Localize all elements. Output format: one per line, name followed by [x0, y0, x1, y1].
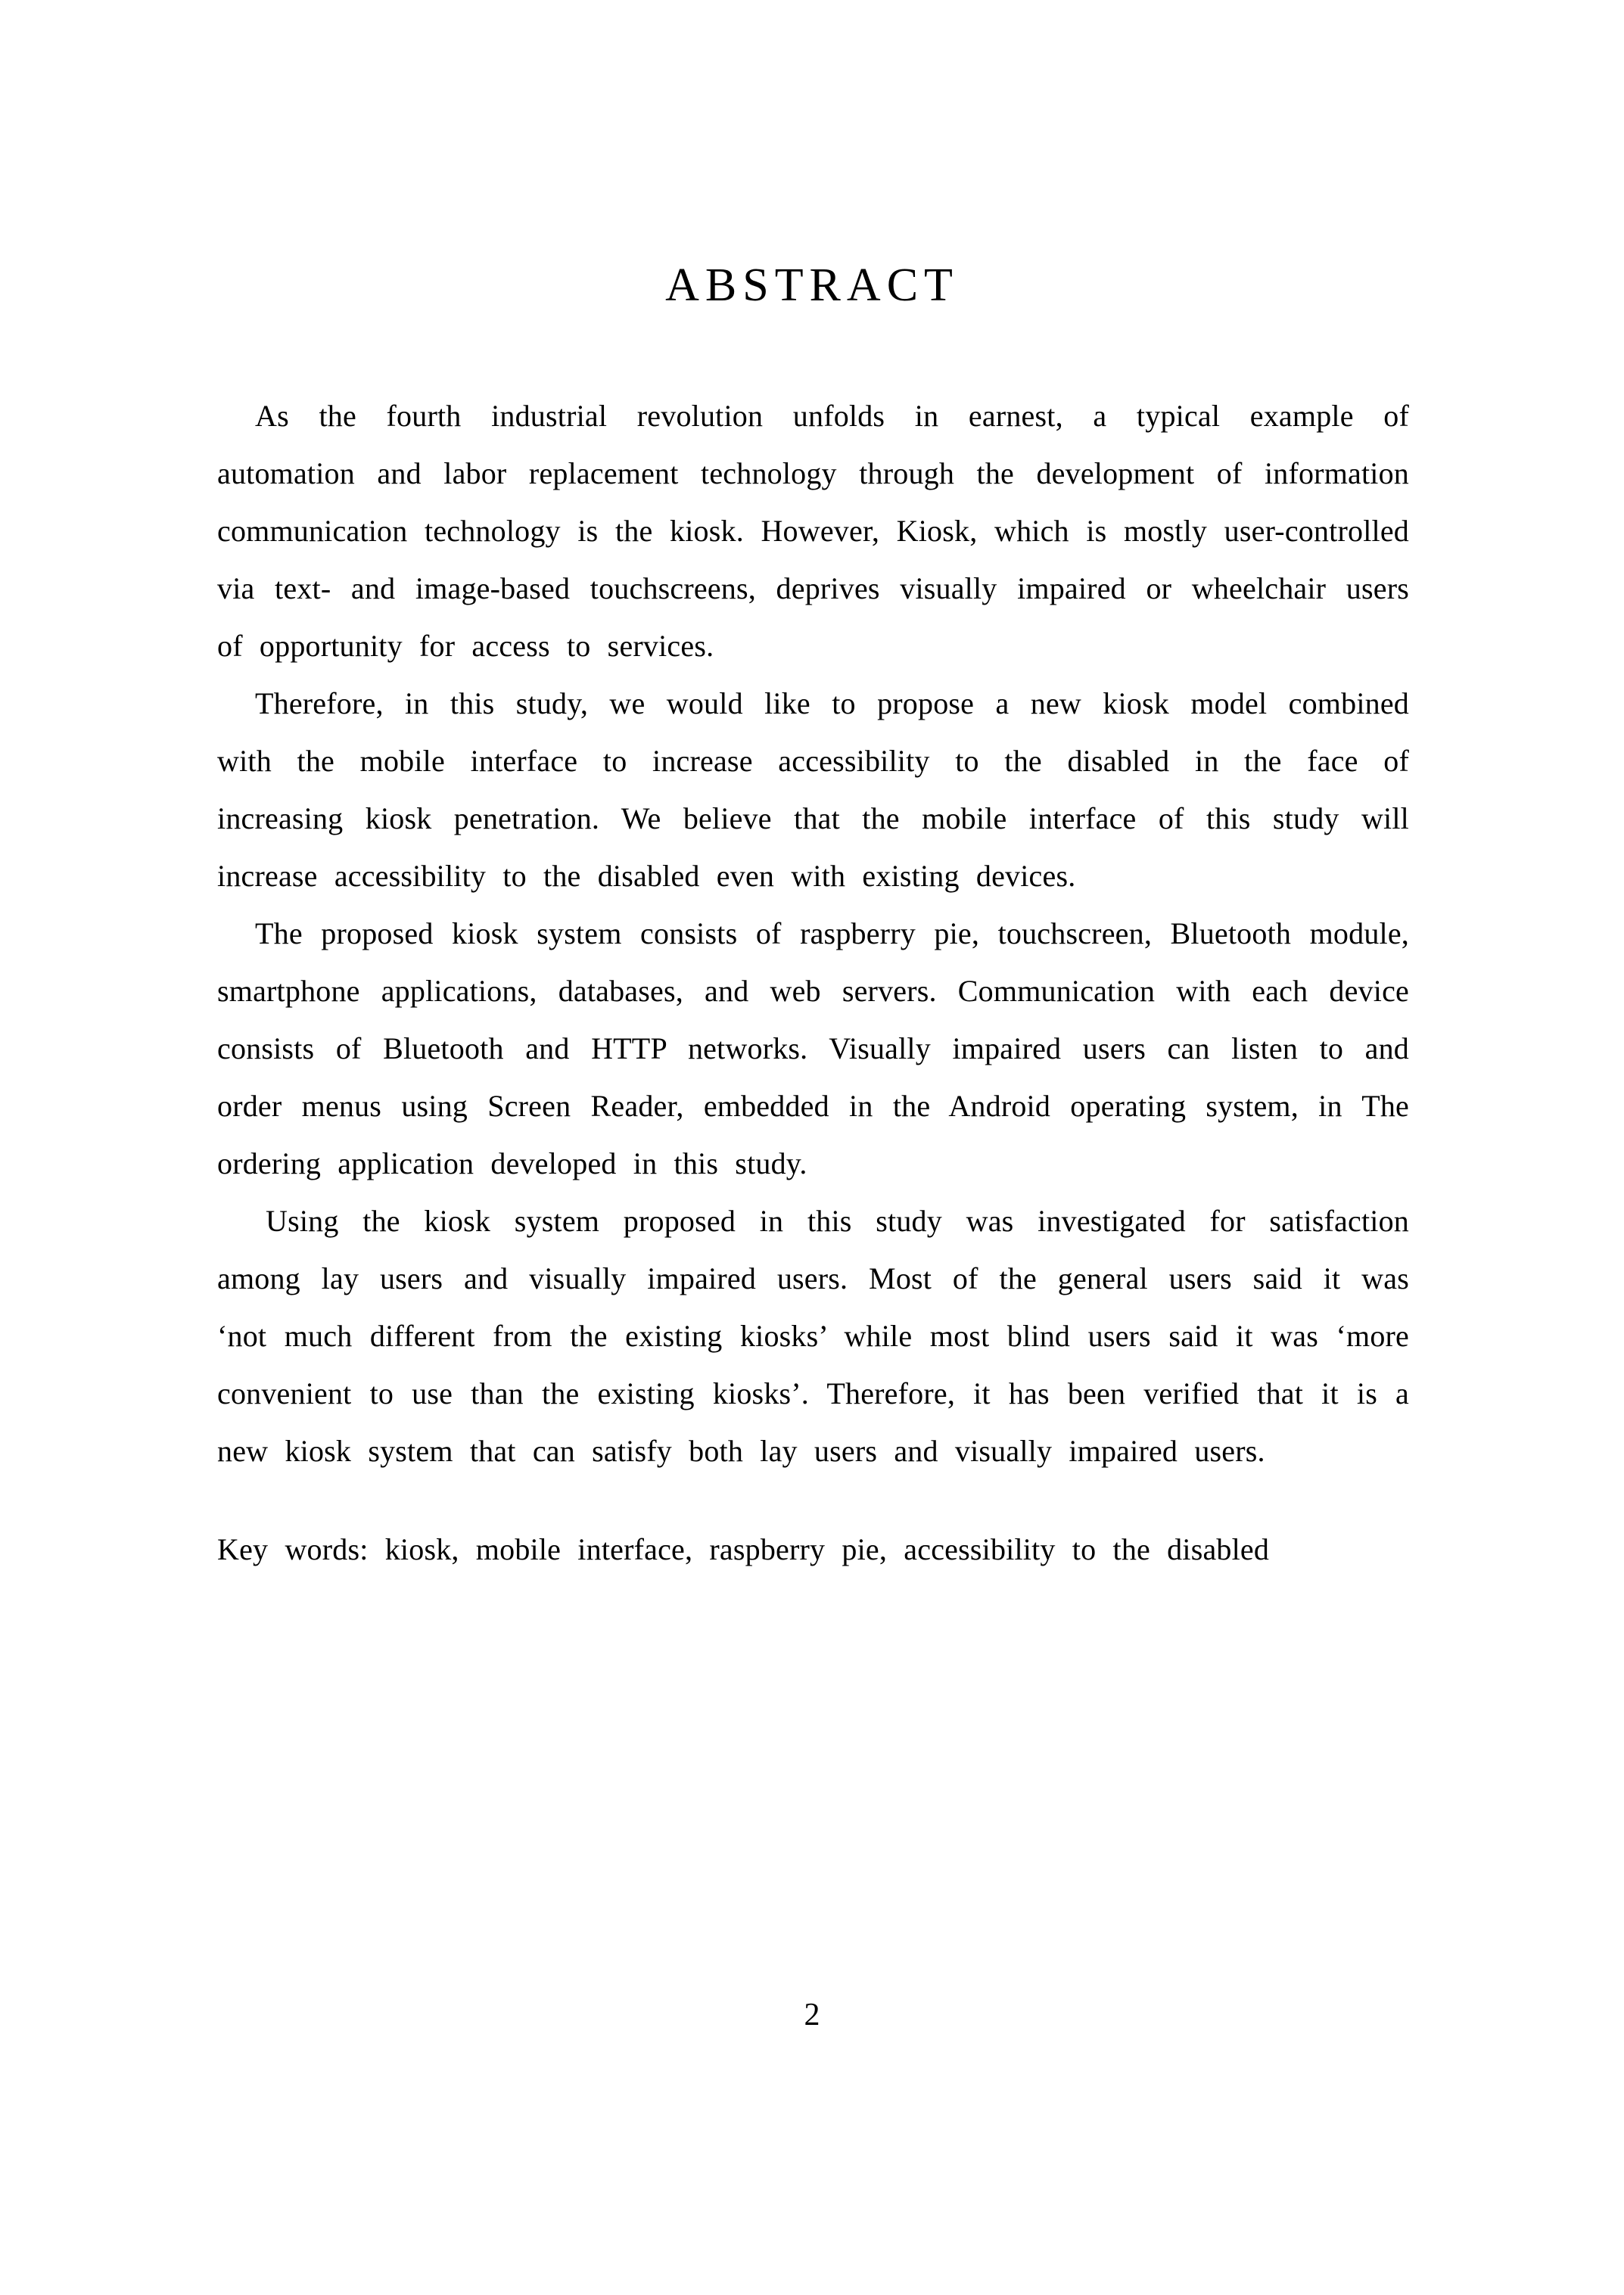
paragraph-4: Using the kiosk system proposed in this study was investigated for satisfaction among lay users and visually impaired users. Most of the general users said it was ‘not much different from the existing kiosks’ while most blind users said it was ‘more convenient to use than the existing kiosks’. Therefore, it has been verified that it is a new kiosk system that can satisfy both lay users and visually impaired users. — [217, 1204, 1409, 1468]
paragraph-1: As the fourth industrial revolution unfolds in earnest, a typical example of automation and labor replacement technology through the development of information communication technology is the kiosk. However, Kiosk, which is mostly user-controlled via text- and image-based touchscreens, deprives visually impaired or wheelchair users of opportunity for access to services. — [217, 399, 1409, 663]
paragraph-2: Therefore, in this study, we would like to propose a new kiosk model combined with the mobile interface to increase accessibility to the disabled in the face of increasing kiosk penetration. We believe that the mobile interface of this study will increase accessibility to the disabled even with existing devices. — [217, 686, 1409, 893]
keywords-line: Key words: kiosk, mobile interface, raspberry pie, accessibility to the disabled — [217, 1532, 1270, 1566]
paragraph-3: The proposed kiosk system consists of raspberry pie, touchscreen, Bluetooth module, smartphone applications, databases, and web servers. Communication with each device consists of Bluetooth and HTTP networks. Visually impaired users can listen to and order menus using Screen Reader, embedded in the Android operating system, in The ordering application developed in this study. — [217, 916, 1409, 1180]
abstract-body — [217, 387, 1409, 1578]
page-title: ABSTRACT — [665, 260, 959, 311]
page-number: 2 — [804, 1998, 820, 2032]
